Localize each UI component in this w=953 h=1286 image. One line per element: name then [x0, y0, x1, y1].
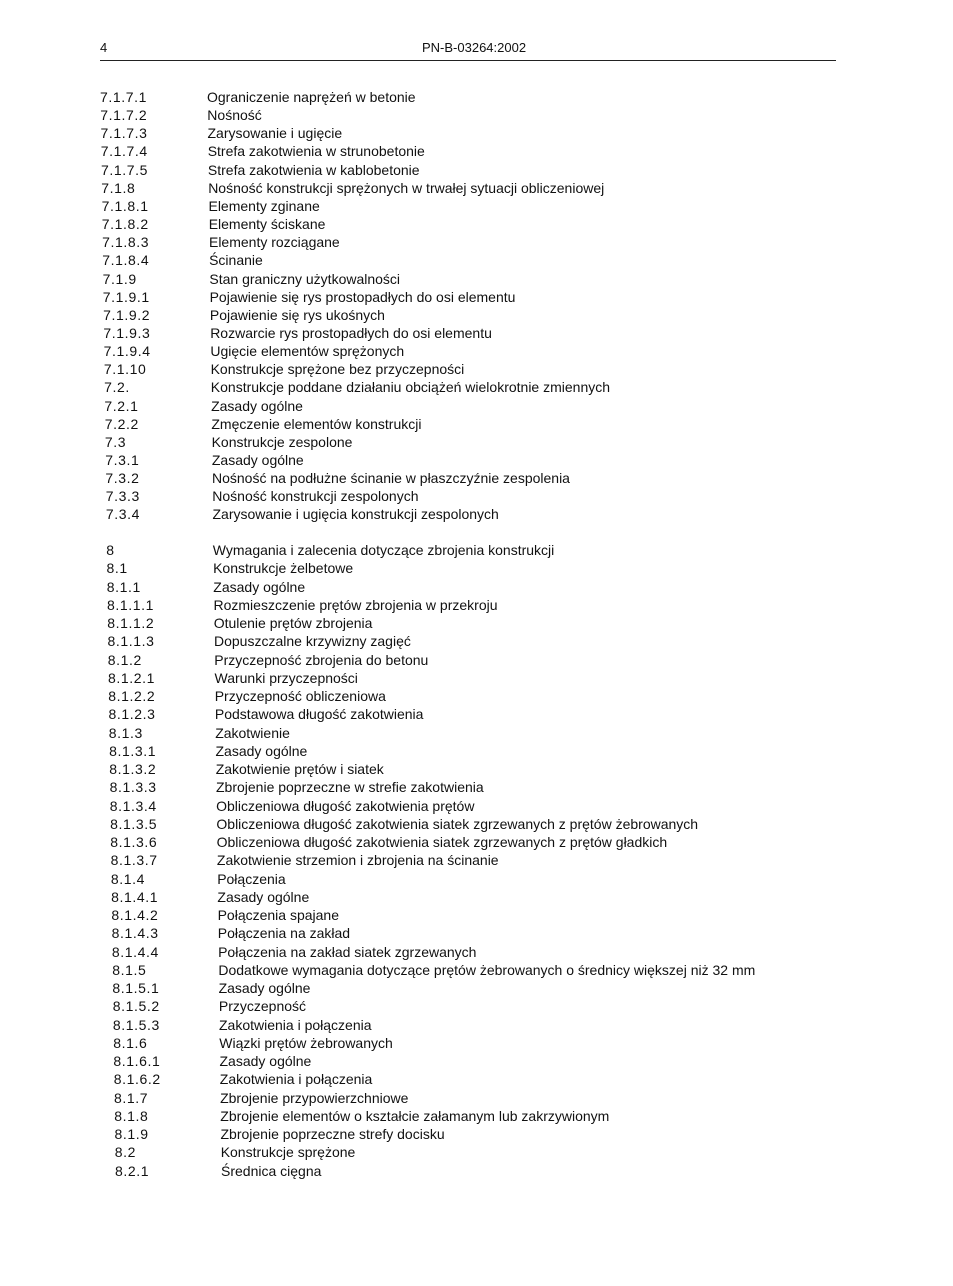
toc-entry-number: 7.1.10 — [103, 361, 147, 378]
toc-entry-title: Połączenia na zakład siatek zgrzewanych — [218, 943, 477, 960]
toc-entry-title: Ugięcie elementów sprężonych — [210, 343, 405, 360]
toc-entry-number: 7.1.9.3 — [103, 324, 151, 341]
toc-entry-number: 7.1.7.2 — [100, 107, 148, 124]
toc-entry-title: Obliczeniowa długość zakotwienia siatek zgrzewanych z prętów gładkich — [216, 834, 668, 850]
toc-entry-number: 7.1.7.1 — [100, 89, 148, 105]
toc-entry-title: Dopuszczalne krzywizny zagięć — [214, 633, 411, 650]
toc-entry-title: Średnica cięgna — [221, 1162, 322, 1179]
toc-entry-number: 7.1.8.3 — [102, 234, 150, 251]
toc-entry-number: 8.1.5 — [112, 961, 147, 978]
toc-entry-number: 8.1.8 — [114, 1107, 149, 1124]
toc-entry-number: 8.1.4.2 — [111, 907, 159, 923]
toc-entry-number: 8.1.2 — [107, 651, 142, 668]
toc-entry-title: Zasady ogólne — [215, 742, 308, 759]
toc-entry-title: Pojawienie się rys ukośnych — [209, 306, 385, 323]
toc-entry-title: Zasady ogólne — [218, 980, 311, 996]
toc-entry-title: Połączenia na zakład — [217, 925, 351, 942]
toc-entry-number: 8.1.3.2 — [109, 761, 157, 777]
toc-entry-title: Konstrukcje poddane działaniu obciążeń wielokrotnie zmiennych — [210, 379, 611, 396]
toc-entry-number: 8.2.1 — [115, 1162, 150, 1179]
toc-entry-number: 7.1.9.2 — [103, 306, 151, 323]
toc-entry-title: Obliczeniowa długość zakotwienia prętów — [216, 797, 475, 814]
toc-entry-number: 8.1.9 — [114, 1126, 149, 1142]
toc-entry-title: Zasady ogólne — [211, 452, 304, 468]
toc-entry-number: 7.1.7.5 — [101, 161, 149, 178]
toc-entry-number: 8.1.5.3 — [112, 1016, 160, 1033]
toc-entry-title: Zakotwienia i połączenia — [218, 1016, 372, 1033]
toc-entry-number: 8.1.4.3 — [111, 925, 159, 942]
page-number: 4 — [100, 40, 108, 55]
toc-entry-title: Zakotwienie prętów i siatek — [215, 761, 384, 777]
toc-entry-title: Przyczepność zbrojenia do betonu — [214, 651, 429, 668]
toc-entry-title: Pojawienie się rys prostopadłych do osi elementu — [209, 288, 516, 305]
toc-entry-number: 8.1.4 — [110, 870, 146, 887]
toc-entry-title: Elementy ściskane — [208, 216, 326, 232]
toc-entry-number: 8.1.1.2 — [107, 615, 155, 631]
standard-number: PN-B-03264:2002 — [422, 40, 527, 55]
toc-entry-number: 8.1.6.2 — [113, 1071, 161, 1088]
toc-entry-title: Konstrukcje żelbetowe — [213, 560, 354, 577]
toc-entry-number: 8.1.6 — [113, 1034, 148, 1051]
toc-entry-title: Obliczeniowa długość zakotwienia siatek zgrzewanych z prętów żebrowanych — [216, 815, 699, 832]
toc-entry-title: Rozmieszczenie prętów zbrojenia w przekroju — [213, 596, 498, 613]
toc-entry-title: Zbrojenie elementów o kształcie załamanym lub zakrzywionym — [220, 1107, 610, 1124]
toc-entry-number: 7.3 — [104, 433, 127, 450]
toc-entry-number: 8.2 — [114, 1144, 136, 1161]
toc-entry-title: Zasady ogólne — [217, 888, 310, 905]
toc-entry-number: 7.1.8.2 — [101, 216, 149, 232]
toc-entry-number: 7.1.8.1 — [101, 197, 149, 214]
toc-entry-number: 8.1.4.4 — [111, 943, 159, 960]
toc-entry-number: 7.1.7.3 — [100, 125, 148, 142]
toc-entry-number: 8.1.3.4 — [109, 797, 157, 814]
toc-entry-number: 8.1.1 — [106, 578, 141, 595]
toc-entry-number: 8.1.3 — [108, 724, 143, 741]
toc-entry-number: 8.1.2.1 — [108, 669, 156, 686]
toc-entry-number: 7.1.9.1 — [102, 288, 150, 305]
toc-entry-title: Dodatkowe wymagania dotyczące prętów żebrowanych o średnicy większej niż 32 mm — [218, 961, 756, 978]
toc-entry-title: Połączenia spajane — [217, 907, 339, 923]
toc-entry-title: Przyczepność obliczeniowa — [214, 688, 386, 704]
toc-entry-title: Stan graniczny użytkowalności — [209, 270, 401, 287]
toc-entry-title: Ścinanie — [209, 252, 263, 269]
toc-entry-number: 7.3.4 — [105, 506, 141, 523]
toc-entry-number: 7.1.7.4 — [100, 143, 148, 160]
toc-entry-title: Otulenie prętów zbrojenia — [213, 615, 373, 631]
toc-entry-title: Zbrojenie poprzeczne w strefie zakotwienia — [215, 779, 484, 796]
toc-entry-number: 7.1.8.4 — [102, 252, 150, 269]
page-header — [100, 40, 836, 60]
toc-entry-title: Zarysowanie i ugięcie — [207, 125, 343, 142]
toc-entry-title: Wymagania i zalecenia dotyczące zbrojenia konstrukcji — [212, 542, 555, 558]
toc-entry-number: 7.1.9 — [102, 270, 137, 287]
toc-entry-number: 7.3.3 — [105, 488, 140, 505]
toc-entry-title: Nośność na podłużne ścinanie w płaszczyźnie zespolenia — [211, 470, 570, 487]
toc-entry-number: 8.1.1.1 — [107, 596, 155, 613]
toc-entry-number: 7.3.2 — [105, 470, 140, 487]
toc-entry-title: Konstrukcje sprężone — [220, 1144, 356, 1161]
toc-entry-number: 7.1.8 — [101, 179, 136, 196]
toc-entry-number: 8.1.2.3 — [108, 706, 156, 723]
toc-entry-title: Połączenia — [217, 870, 286, 887]
toc-entry-number: 7.1.9.4 — [103, 343, 151, 360]
toc-entry-title: Zasady ogólne — [219, 1053, 312, 1069]
toc-entry-number: 8 — [106, 542, 115, 558]
toc-entry-number: 8.1.3.5 — [110, 815, 158, 832]
toc-entry-number: 8.1.4.1 — [111, 888, 159, 905]
toc-entry-title: Ograniczenie naprężeń w betonie — [207, 89, 416, 105]
toc-entry-number: 7.2. — [104, 379, 130, 396]
toc-entry-title: Strefa zakotwienia w strunobetonie — [207, 143, 425, 160]
toc-entry-title: Zasady ogólne — [213, 578, 306, 595]
toc-entry-title: Zarysowanie i ugięcia konstrukcji zespolonych — [212, 506, 499, 523]
toc-entry-number: 8.1.1.3 — [107, 633, 155, 650]
toc-entry-title: Zasady ogólne — [211, 397, 303, 414]
toc-entry-number: 8.1.6.1 — [113, 1053, 161, 1069]
toc-entry-number: 8.1.2.2 — [108, 688, 156, 704]
toc-entry-number: 8.1 — [106, 560, 128, 577]
toc-entry-title: Zbrojenie poprzeczne strefy docisku — [220, 1126, 445, 1142]
toc-entry-title: Strefa zakotwienia w kablobetonie — [207, 161, 420, 178]
toc-entry-number: 8.1.5.1 — [112, 980, 160, 996]
toc-entry-title: Konstrukcje sprężone bez przyczepności — [210, 361, 465, 378]
toc-entry-number: 7.3.1 — [105, 452, 140, 468]
toc-entry-number: 7.2.1 — [104, 397, 139, 414]
toc-entry-title: Nośność konstrukcji sprężonych w trwałej sytuacji obliczeniowej — [208, 179, 605, 196]
toc-entry-title: Elementy zginane — [208, 197, 320, 214]
toc-entry-title: Wiązki prętów żebrowanych — [219, 1034, 393, 1051]
toc-entry-title: Nośność konstrukcji zespolonych — [212, 488, 419, 505]
header-rule — [100, 60, 836, 61]
toc-entry-title: Konstrukcje zespolone — [211, 433, 353, 450]
toc-entry-number: 8.1.3.7 — [110, 852, 158, 869]
toc-entry-number: 8.1.7 — [114, 1089, 149, 1106]
toc-entry-title: Zakotwienie — [215, 724, 290, 741]
toc-entry-number: 8.1.5.2 — [112, 998, 160, 1015]
toc-entry-number: 8.1.3.6 — [110, 834, 158, 850]
toc-entry-title: Zakotwienie strzemion i zbrojenia na ścinanie — [216, 852, 499, 869]
toc-entry-title: Zbrojenie przypowierzchniowe — [220, 1089, 409, 1106]
toc-entry-title: Podstawowa długość zakotwienia — [214, 706, 424, 723]
toc-entry-title: Zakotwienia i połączenia — [219, 1071, 373, 1088]
toc-entry-title: Przyczepność — [218, 998, 307, 1015]
toc-entry-number: 8.1.3.3 — [109, 779, 157, 796]
toc-entry-title: Zmęczenie elementów konstrukcji — [211, 415, 422, 432]
toc-entry-title: Elementy rozciągane — [208, 234, 340, 251]
toc-entry-title: Rozwarcie rys prostopadłych do osi elementu — [210, 324, 492, 341]
toc-entry-number: 8.1.3.1 — [109, 742, 157, 759]
toc-entry-number: 7.2.2 — [104, 415, 139, 432]
toc-entry-title: Nośność — [207, 107, 262, 124]
toc-entry-title: Warunki przyczepności — [214, 669, 358, 686]
